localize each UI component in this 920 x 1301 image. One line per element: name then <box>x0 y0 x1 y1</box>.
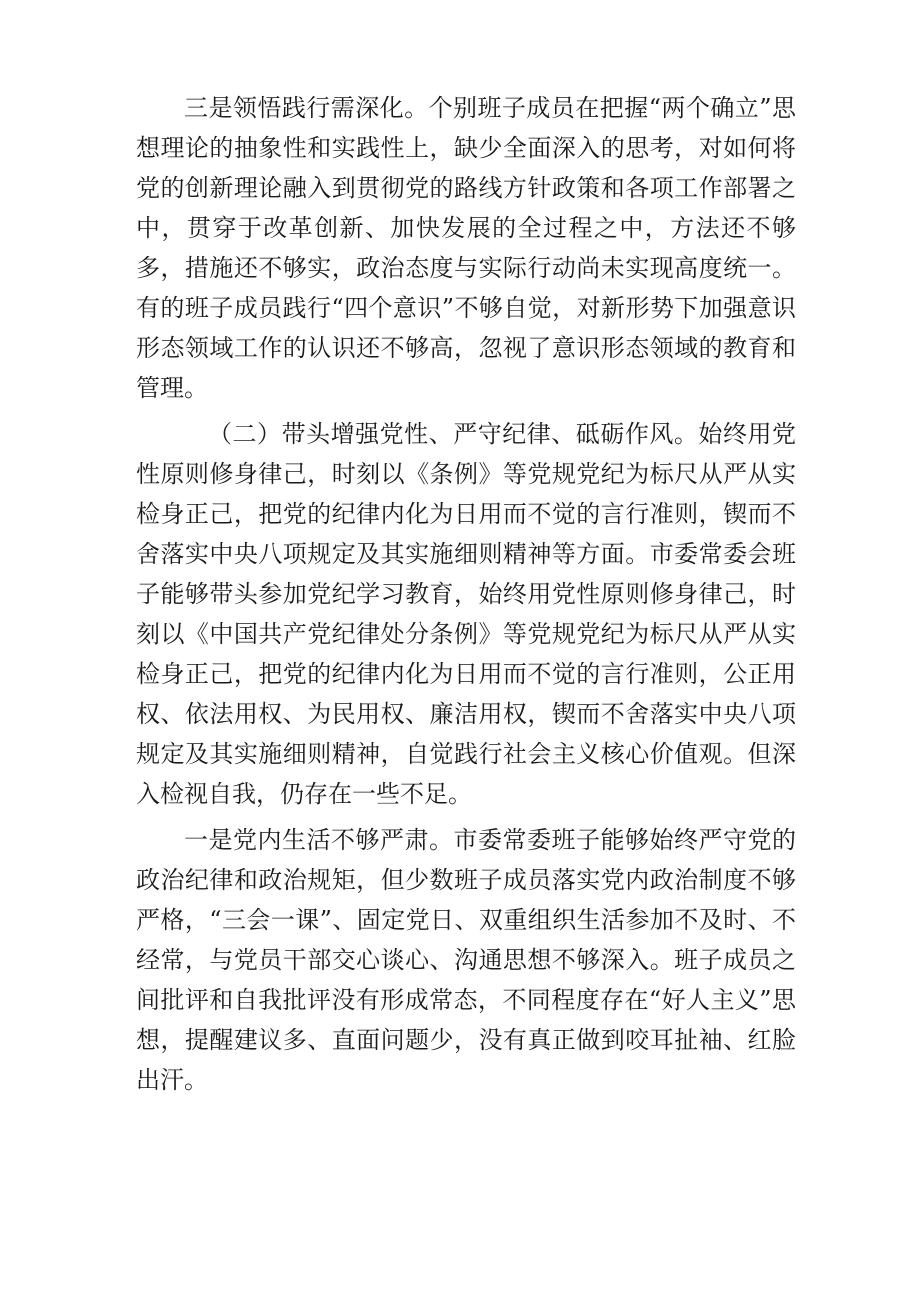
document-body <box>136 88 796 1106</box>
paragraph-understanding-practice: 三是领悟践行需深化。个别班子成员在把握“两个确立”思想理论的抽象性和实践性上，缺少全面深入的思考，对如何将党的创新理论融入到贯彻党的路线方针政策和各项工作部署之中，贯穿于改革创新、加快发展的全过程之中，方法还不够多，措施还不够实，政治态度与实际行动尚未实现高度统一。有的班子成员践行“四个意识”不够自觉，对新形势下加强意识形态领域工作的认识还不够高，忽视了意识形态领域的教育和管理。 <box>136 94 796 402</box>
paragraph-section-two: （二）带头增强党性、严守纪律、砥砺作风。始终用党性原则修身律己，时刻以《条例》等党规党纪为标尺从严从实检身正己，把党的纪律内化为日用而不觉的言行准则，锲而不舍落实中央八项规定及其实施细则精神等方面。市委常委会班子能够带头参加党纪学习教育，始终用党性原则修身律己，时刻以《中国共产党纪律处分条例》等党规党纪为标尺从严从实检身正己，把党的纪律内化为日用而不觉的言行准则，公正用权、依法用权、为民用权、廉洁用权，锲而不舍落实中央八项规定及其实施细则精神，自觉践行社会主义核心价值观。但深入检视自我，仍存在一些不足。 <box>136 420 796 808</box>
paragraph-party-life: 一是党内生活不够严肃。市委常委班子能够始终严守党的政治纪律和政治规矩，但少数班子成员落实党内政治制度不够严格，“三会一课”、固定党日、双重组织生活参加不及时、不经常，与党员干部交心谈心、沟通思想不够深入。班子成员之间批评和自我批评没有形成常态，不同程度存在“好人主义”思想，提醒建议多、直面问题少，没有真正做到咬耳扯袖、红脸出汗。 <box>136 826 796 1094</box>
